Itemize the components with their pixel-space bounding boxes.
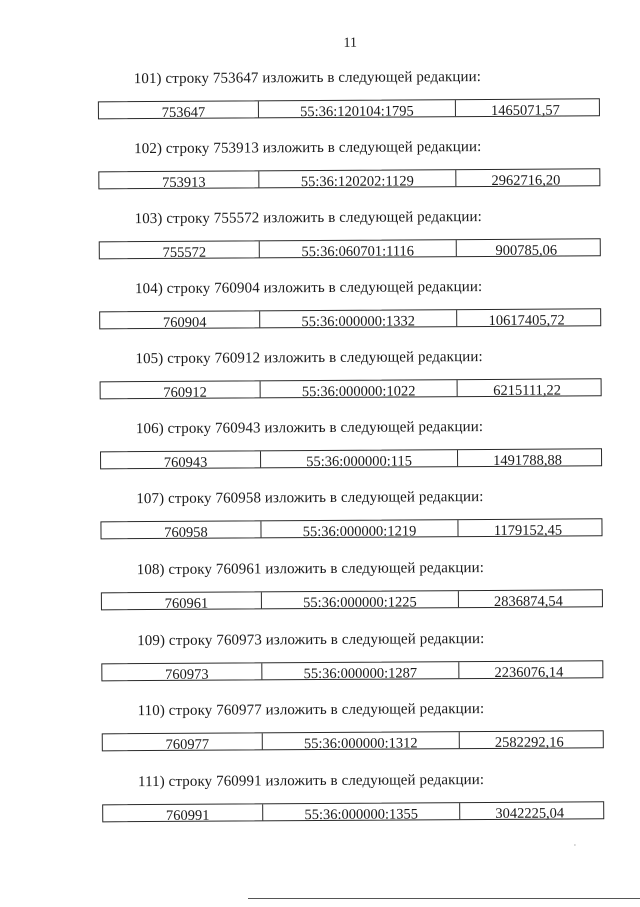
amendment-text: 109) строку 760973 изложить в следующей редакции: — [137, 630, 485, 650]
amendment-entry — [1, 630, 640, 694]
value-cell: 1491788,88 — [493, 452, 563, 469]
value-cell: 900785,06 — [495, 242, 558, 259]
scan-speck — [574, 844, 575, 845]
amendment-text: 101) строку 753647 изложить в следующей редакции: — [133, 69, 482, 88]
amendment-text: 104) строку 760904 изложить в следующей редакции: — [134, 279, 483, 298]
table-row — [99, 308, 601, 329]
value-cell: 2962716,20 — [491, 172, 561, 189]
object-code-cell: 753647 — [99, 101, 259, 118]
object-code-cell: 760912 — [101, 381, 261, 398]
cadastral-number-cell: 55:36:000000:1287 — [262, 662, 459, 679]
cadastral-number-cell: 55:36:000000:1225 — [262, 591, 459, 608]
cadastral-number-cell: 55:36:000000:1332 — [260, 310, 457, 327]
amendment-entry — [0, 488, 640, 552]
object-code-cell: 760973 — [102, 663, 262, 680]
amendment-entry — [0, 138, 638, 202]
amendment-entry — [0, 68, 638, 132]
amendment-text: 107) строку 760958 изложить в следующей редакции: — [136, 489, 484, 508]
amendment-entry — [0, 208, 639, 272]
object-code-cell: 760958 — [101, 521, 261, 538]
object-code-cell: 760991 — [103, 804, 263, 821]
cadastral-number-cell: 55:36:000000:1312 — [263, 732, 460, 749]
amendment-entry — [2, 700, 640, 764]
value-cell: 2836874,54 — [493, 593, 563, 610]
object-code-cell: 755572 — [100, 241, 260, 258]
cadastral-number-cell: 55:36:000000:115 — [261, 450, 458, 467]
amendment-text: 105) строку 760912 изложить в следующей редакции: — [135, 349, 483, 368]
value-cell: 10617405,72 — [488, 312, 565, 329]
cadastral-number-cell: 55:36:120104:1795 — [259, 100, 456, 117]
table-row — [100, 518, 602, 539]
amendment-entry — [1, 559, 640, 623]
amendment-text: 108) строку 760961 изложить в следующей редакции: — [136, 560, 485, 579]
table-row — [102, 730, 604, 751]
value-cell: 2236076,14 — [494, 664, 564, 681]
amendment-text: 106) строку 760943 изложить в следующей редакции: — [135, 419, 484, 438]
table-row — [101, 589, 603, 610]
cadastral-number-cell: 55:36:000000:1355 — [263, 803, 460, 820]
table-row — [100, 448, 602, 469]
cadastral-number-cell: 55:36:000000:1022 — [261, 380, 458, 397]
table-row — [99, 238, 601, 259]
table-row — [102, 801, 604, 822]
cadastral-number-cell: 55:36:000000:1219 — [261, 520, 458, 537]
amendment-text: 102) строку 753913 изложить в следующей редакции: — [134, 139, 482, 158]
amendment-entry — [0, 418, 640, 482]
cadastral-number-cell: 55:36:060701:1116 — [260, 240, 457, 257]
value-cell: 6215111,22 — [493, 382, 562, 399]
object-code-cell: 760943 — [101, 451, 261, 468]
object-code-cell: 753913 — [99, 171, 259, 188]
table-row — [98, 168, 600, 189]
page-bottom-edge — [248, 898, 640, 899]
table-row — [100, 378, 602, 399]
page-number: 11 — [343, 35, 358, 51]
amendment-text: 103) строку 755572 изложить в следующей редакции: — [134, 209, 482, 228]
cadastral-number-cell: 55:36:120202:1129 — [259, 170, 456, 187]
amendment-entry — [0, 348, 640, 412]
value-cell: 1179152,45 — [493, 522, 563, 539]
table-row — [98, 98, 600, 119]
object-code-cell: 760904 — [100, 311, 260, 328]
table-row — [101, 660, 603, 681]
amendment-entry — [0, 278, 639, 342]
value-cell: 2582292,16 — [494, 734, 564, 751]
object-code-cell: 760961 — [102, 592, 262, 609]
value-cell: 1465071,57 — [490, 102, 560, 119]
amendment-entry — [2, 771, 640, 835]
object-code-cell: 760977 — [103, 733, 263, 750]
value-cell: 3042225,04 — [495, 805, 565, 822]
amendment-text: 110) строку 760977 изложить в следующей редакции: — [137, 701, 485, 720]
amendment-text: 111) строку 760991 изложить в следующей редакции: — [137, 772, 485, 791]
